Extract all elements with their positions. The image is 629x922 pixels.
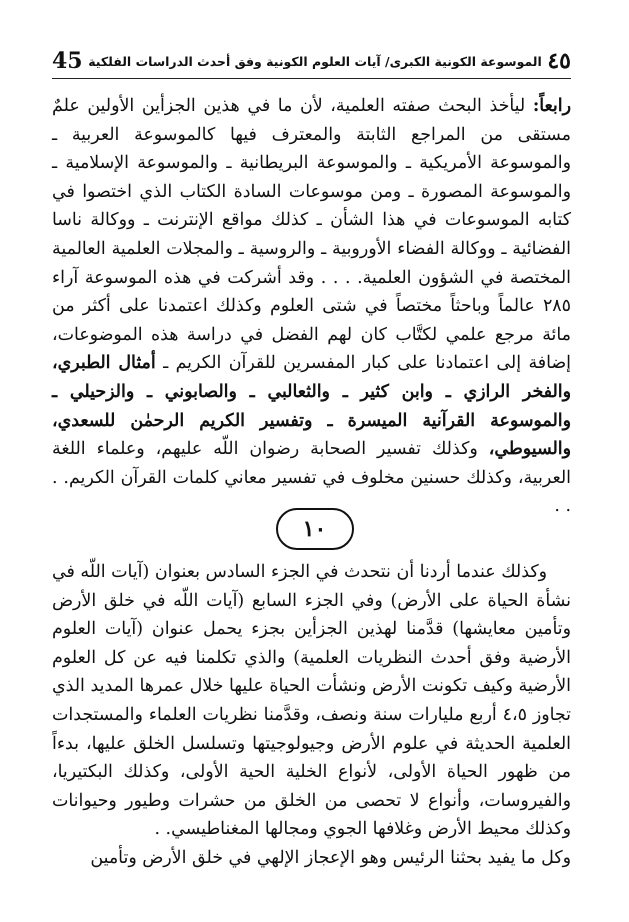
paragraph-rabian bbox=[52, 92, 571, 521]
bold-exegetes: أمثال الطبري، والفخر الرازي ـ وابن كثير ـ والثعالبي ـ والصابوني ـ والزحيلي ـ والموسوعة القرآنية الميسرة ـ وتفسير الكريم الرحمٰن للسعدي، والسيوطي، bbox=[52, 353, 572, 460]
paragraph-lead: رابعاً: bbox=[532, 96, 572, 116]
section-a bbox=[52, 92, 571, 521]
page-header bbox=[52, 44, 571, 79]
paragraph-continuation: وكل ما يفيد بحثنا الرئيس وهو الإعجاز الإلهي في خلق الأرض وتأمين bbox=[90, 847, 571, 868]
paragraph-earth-sciences: وكذلك عندما أردنا أن نتحدث في الجزء السادس بعنوان (آيات اللّه في نشأة الحياة على الأرض) وفي الجزء السابع (آيات اللّه في خلق الأرض وتأمين معايشها) قدَّمنا لهذين الجزأين بجزء يحمل عنوان (آيات العلوم الأرضية وفق أحدث النظريات العلمية) والذي تكلمنا فيه عن كل العلوم الأرضية وكيف تكونت الأرض ونشأت الحياة عليها خلال عمرها المديد الذي تجاوز ٤،٥ أربع مليارات سنة ونصف، وقدَّمنا نظريات العلماء والمستجدات العلمية الحديثة في علوم الأرض وجيولوجيتها وتسلسل الخلق عليها، بدءاً من ظهور الحياة الأولى، لأنواع الخلية الحية الأولى، وكذلك البكتيريا، والفيروسات، وأنواع لا تحصى من الخلق من حشرات وطيور وحيوانات وكذلك محيط الأرض وغلافها الجوي ومجالها المغناطيسي. . bbox=[52, 562, 571, 840]
paragraph-text: ليأخذ البحث صفته العلمية، لأن ما في هذين الجزأين الأولين علمٌ مستقى من المراجع الثابتة والمعترف فيها كالموسوعة العربية ـ والموسوعة الأمريكية ـ والموسوعة البريطانية ـ والموسوعة الإسلامية ـ والموسوعة المصورة ـ ومن موسوعات السادة الكتاب الذي اختصوا في كتابه الموسوعات في هذا الشأن ـ كذلك مواقع الإنترنت ـ ووكالة ناسا الفضائية ـ ووكالة الفضاء الأوروبية ـ والروسية ـ والمجلات العلمية العالمية المختصة في الشؤون العلمية. . . . وقد أشركت في هذه الموسوعة آراء ٢٨٥ عالماً وباحثاً مختصاً في شتى العلوم وكذلك اعتمدنا على أكثر من مائة مرجع علمي لكتَّاب كان لهم الفضل في دراسة هذه الموضوعات، إضافة إلى اعتمادنا على كبار المفسرين للقرآن الكريم ـ bbox=[52, 96, 571, 374]
section-number-badge: ١٠ bbox=[276, 508, 354, 550]
section-b bbox=[52, 558, 571, 873]
paragraph-tail: وكذلك تفسير الصحابة رضوان اللّه عليهم، وعلماء اللغة العربية، وكذلك حسنين مخلوف في تفسير معاني كلمات القرآن الكريم. . . . bbox=[52, 439, 571, 517]
page-number-arabic: ٤٥ bbox=[547, 48, 571, 74]
page-number-latin: 45 bbox=[52, 48, 83, 74]
running-title: الموسوعة الكونية الكبرى/ آيات العلوم الكونية وفق أحدث الدراسات الفلكية bbox=[88, 53, 542, 69]
